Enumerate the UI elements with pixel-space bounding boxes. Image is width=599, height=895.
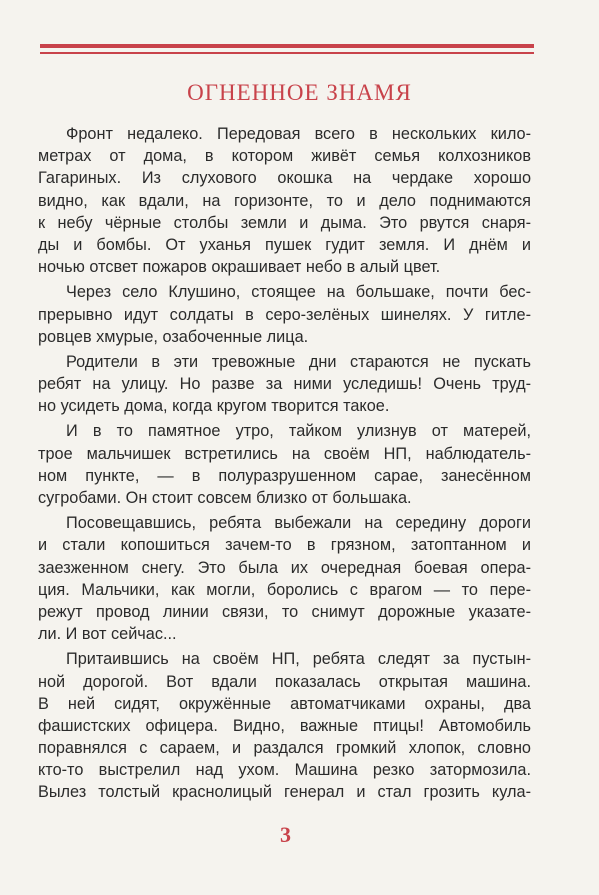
header-rule-thin (40, 52, 534, 54)
text-line: ребят на улицу. Но разве за ними уследишь! Очень труд- (38, 375, 531, 394)
paragraph-6 (38, 648, 531, 803)
text-line: Родители в эти тревожные дни стараются не пускать (66, 352, 531, 371)
text-line: сугробами. Он стоит совсем близко от большака. (38, 489, 412, 507)
text-line: и стали копошиться зачем-то в грязном, затоптанном и (38, 536, 531, 555)
paragraph-2 (38, 281, 531, 348)
header-rule-thick (40, 44, 534, 48)
text-line: ночью отсвет пожаров окрашивает небо в алый цвет. (38, 258, 441, 277)
text-line: ном пункте, — в полуразрушенном сарае, занесённом (38, 466, 531, 485)
text-line: заезженном снегу. Это была их очередная боевая опера- (38, 558, 531, 577)
text-line: Вылез толстый краснолицый генерал и стал грозить кула- (38, 783, 531, 802)
page-number: 3 (280, 822, 291, 847)
text-line: И в то памятное утро, тайком улизнув от матерей, (66, 422, 531, 441)
text-line: ция. Мальчики, как могли, боролись с врагом — то пере- (38, 580, 531, 599)
text-line: трое мальчишек встретились на своём НП, наблюдатель- (38, 444, 531, 463)
paragraph-3 (38, 351, 531, 418)
text-line: к небу чёрные столбы земли и дыма. Это рвутся снаря- (38, 213, 531, 232)
paragraph-1 (38, 123, 531, 278)
text-line: ли. И вот сейчас... (38, 625, 177, 644)
text-line: видно, как вдали, на горизонте, то и дело поднимаются (38, 191, 531, 210)
text-line: кто-то выстрелил над ухом. Машина резко затормозила. (38, 761, 531, 780)
text-line: Фронт недалеко. Передовая всего в нескольких кило- (66, 125, 531, 143)
text-line: прерывно идут солдаты в серо-зелёных шинелях. У гитле- (38, 305, 531, 324)
text-line: метрах от дома, в котором живёт семья колхозников (38, 147, 531, 166)
text-line: Посовещавшись, ребята выбежали на середину дороги (66, 514, 531, 533)
paragraph-5 (38, 512, 531, 645)
text-line: но усидеть дома, когда кругом творится такое. (38, 397, 390, 416)
text-line: Притаившись на своём НП, ребята следят за пустын- (66, 650, 531, 669)
body-text (38, 123, 531, 807)
text-line: ровцев хмурые, озабоченные лица. (38, 327, 309, 346)
text-line: В ней сидят, окружённые автоматчиками охраны, два (38, 694, 531, 713)
text-line: фашистских офицера. Видно, важные птицы! Автомобиль (38, 716, 531, 735)
text-line: ной дорогой. Вот вдали показалась открытая машина. (38, 672, 531, 691)
text-line: ды и бомбы. От уханья пушек гудит земля. И днём и (38, 235, 531, 254)
text-line: поравнялся с сараем, и раздался громкий хлопок, словно (38, 739, 531, 758)
paragraph-4 (38, 420, 531, 509)
text-line: Гагариных. Из слухового окошка на чердаке хорошо (38, 169, 531, 188)
chapter-title: ОГНЕННОЕ ЗНАМЯ (187, 80, 412, 105)
text-line: режут провод линии связи, то снимут дорожные указате- (38, 602, 531, 621)
text-line: Через село Клушино, стоящее на большаке, почти бес- (66, 283, 531, 302)
